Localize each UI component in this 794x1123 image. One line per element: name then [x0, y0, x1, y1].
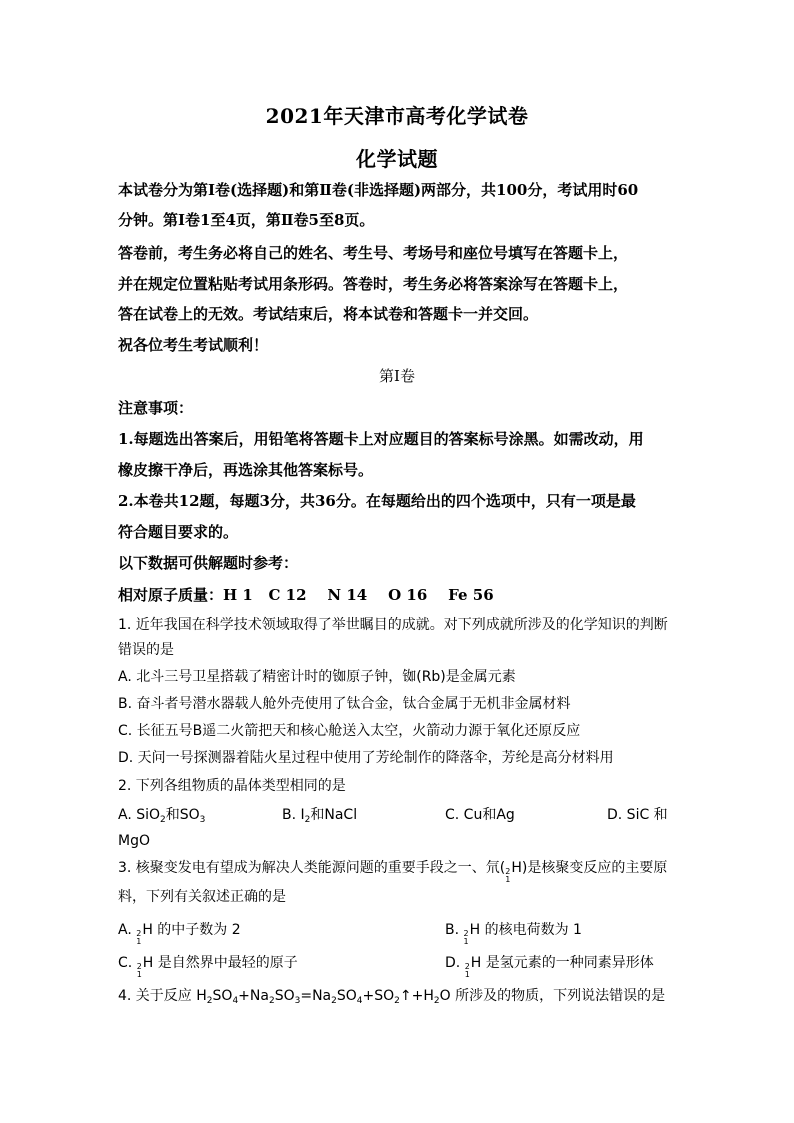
- note-2-line-2: 符合题目要求的。: [118, 523, 239, 541]
- exam-subtitle: 化学试题: [356, 147, 438, 171]
- q3-option-d: D. 2 1 H 是氢元素的一种同素异形体: [445, 955, 654, 979]
- q1-stem-line-1: 1. 近年我国在科学技术领域取得了举世瞩目的成就。对下列成就所涉及的化学知识的判断: [118, 617, 668, 633]
- exam-title: 2021年天津市高考化学试卷: [265, 104, 529, 128]
- intro-line-5: 答在试卷上的无效。考试结束后，将本试卷和答题卡一并交回。: [118, 305, 539, 323]
- q1-stem-line-2: 错误的是: [118, 642, 174, 658]
- q1-option-c: C. 长征五号B遥二火箭把天和核心舱送入太空，火箭动力源于氧化还原反应: [118, 723, 581, 739]
- q2-stem: 2. 下列各组物质的晶体类型相同的是: [118, 778, 346, 794]
- deuterium-symbol: 2 1: [505, 867, 511, 884]
- note-1-line-1: 1.每题选出答案后，用铅笔将答题卡上对应题目的答案标号涂黑。如需改动，用: [118, 430, 644, 448]
- q3-option-c: C. 2 1 H 是自然界中最轻的原子: [118, 955, 298, 979]
- intro-wish: 祝各位考生考试顺利！: [118, 336, 269, 354]
- q2-option-a: A. SiO$_2$和$SO_3$: [118, 807, 206, 825]
- atomic-masses: 相对原子质量：H 1 C 12 N 14 O 16 Fe 56: [118, 586, 494, 604]
- intro-line-3: 答卷前，考生务必将自己的姓名、考生号、考场号和座位号填写在答题卡上，: [118, 244, 629, 262]
- note-1-line-2: 橡皮擦干净后，再选涂其他答案标号。: [118, 461, 374, 479]
- q2-option-b: B. $I_2$和NaCl: [282, 807, 358, 825]
- intro-line-4: 并在规定位置粘贴考试用条形码。答卷时，考生务必将答案涂写在答题卡上，: [118, 275, 629, 293]
- q3-option-a: A. 2 1 H 的中子数为 2: [118, 922, 241, 946]
- reference-label: 以下数据可供解题时参考：: [118, 554, 299, 572]
- notes-label: 注意事项：: [118, 399, 194, 417]
- section-heading: 第Ⅰ卷: [379, 367, 415, 385]
- q2-option-d-wrap: MgO: [118, 833, 150, 849]
- q3-stem-line-1: 3. 核聚变发电有望成为解决人类能源问题的重要手段之一、氘( 2 1 H)是核聚变反应的主要原: [118, 860, 668, 884]
- q1-option-a: A. 北斗三号卫星搭载了精密计时的铷原子钟，铷(Rb)是金属元素: [118, 669, 516, 685]
- q2-option-d: D. SiC 和: [607, 807, 668, 823]
- q1-option-d: D. 天问一号探测器着陆火星过程中使用了芳纶制作的降落伞，芳纶是高分材料用: [118, 750, 614, 766]
- q1-option-b: B. 奋斗者号潜水器载人舱外壳使用了钛合金，钛合金属于无机非金属材料: [118, 696, 571, 712]
- q4-stem: 4. 关于反应 $H_2SO_4+Na_2SO_3=Na_2SO_4+SO_2↑+H_2O$ 所涉及的物质，下列说法错误的是: [118, 988, 666, 1006]
- q2-option-c: C. Cu和Ag: [445, 807, 515, 823]
- intro-line-1: 本试卷分为第Ⅰ卷(选择题)和第Ⅱ卷(非选择题)两部分，共100分，考试用时60: [118, 181, 639, 199]
- q3-stem-line-2: 料，下列有关叙述正确的是: [118, 889, 286, 905]
- intro-line-2: 分钟。第Ⅰ卷1至4页，第Ⅱ卷5至8页。: [118, 211, 375, 229]
- note-2-line-1: 2.本卷共12题，每题3分，共36分。在每题给出的四个选项中，只有一项是最: [118, 492, 636, 510]
- q3-option-b: B. 2 1 H 的核电荷数为 1: [445, 922, 582, 946]
